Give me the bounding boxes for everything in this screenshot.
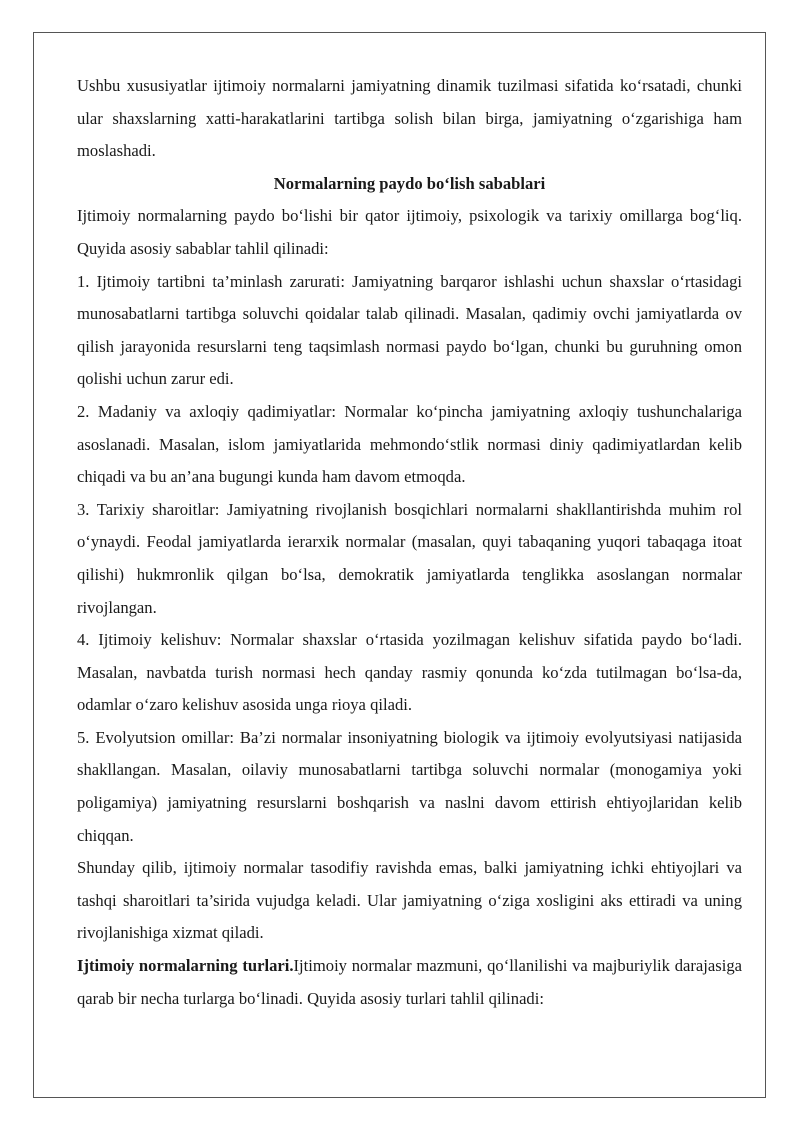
list-item-5: 5. Evolyutsion omillar: Ba’zi normalar insoniyatning biologik va ijtimoiy evolyutsiyasi natijasida shakllangan. Masalan, oilaviy munosabatlarni tartibga soluvchi normalar (monogamiya yoki poligamiya) jamiyatning resurslarni boshqarish va naslni davom ettirish ehtiyojlaridan kelib chiqqan. <box>77 727 742 845</box>
list-item-3: 3. Tarixiy sharoitlar: Jamiyatning rivojlanish bosqichlari normalarni shakllantirishda muhim rol o‘ynaydi. Feodal jamiyatlarda ierarxik normalar (masalan, quyi tabaqaning yuqori tabaqaga itoat qilishi) hukmronlik qilgan bo‘lsa, demokratik jamiyatlarda tenglikka asoslangan normalar rivojlangan. <box>77 499 742 617</box>
types-paragraph <box>77 950 742 1015</box>
types-heading: Ijtimoiy normalarning turlari. <box>77 956 294 976</box>
intro-paragraph: Ushbu xususiyatlar ijtimoiy normalarni jamiyatning dinamik tuzilmasi sifatida ko‘rsatadi, chunki ular shaxslarning xatti-harakatlarini tartibga solish bilan birga, jamiyatning o‘zgarishiga ham moslashadi. <box>77 76 742 161</box>
section-intro-paragraph: Ijtimoiy normalarning paydo bo‘lishi bir qator ijtimoiy, psixologik va tarixiy omillarga bog‘liq. Quyida asosiy sabablar tahlil qilinadi: <box>77 206 742 258</box>
list-item-1: 1. Ijtimoiy tartibni ta’minlash zarurati: Jamiyatning barqaror ishlashi uchun shaxslar o‘rtasidagi munosabatlarni tartibga soluvchi qoidalar talab qilinadi. Masalan, qadimiy ovchi jamiyatlarda ov qilish jarayonida resurslarni teng taqsimlash normasi paydo bo‘lgan, chunki bu guruhning omon qolishi uchun zarur edi. <box>77 271 742 389</box>
list-item-4: 4. Ijtimoiy kelishuv: Normalar shaxslar o‘rtasida yozilmagan kelishuv sifatida paydo bo‘ladi. Masalan, navbatda turish normasi hech qanday rasmiy qonunda ko‘zda tutilmagan bo‘lsa-da, odamlar o‘zaro kelishuv asosida unga rioya qiladi. <box>77 630 742 715</box>
types-text: Ijtimoiy normalar mazmuni, qo‘llanilishi va majburiylik darajasiga qarab bir necha turlarga bo‘linadi. Quyida asosiy turlari tahlil qilinadi: <box>77 956 742 1008</box>
document-body <box>77 70 742 1015</box>
conclusion-paragraph: Shunday qilib, ijtimoiy normalar tasodifiy ravishda emas, balki jamiyatning ichki ehtiyojlari va tashqi sharoitlari ta’sirida vujudga keladi. Ular jamiyatning o‘ziga xosligini aks ettiradi va uning rivojlanishiga xizmat qiladi. <box>77 858 742 943</box>
list-item-2: 2. Madaniy va axloqiy qadimiyatlar: Normalar ko‘pincha jamiyatning axloqiy tushunchalariga asoslanadi. Masalan, islom jamiyatlarida mehmondo‘stlik normasi diniy qadimiyatlardan kelib chiqadi va bu an’ana bugungi kunda ham davom etmoqda. <box>77 401 742 487</box>
section-heading: Normalarning paydo bo‘lish sabablari <box>273 173 546 193</box>
